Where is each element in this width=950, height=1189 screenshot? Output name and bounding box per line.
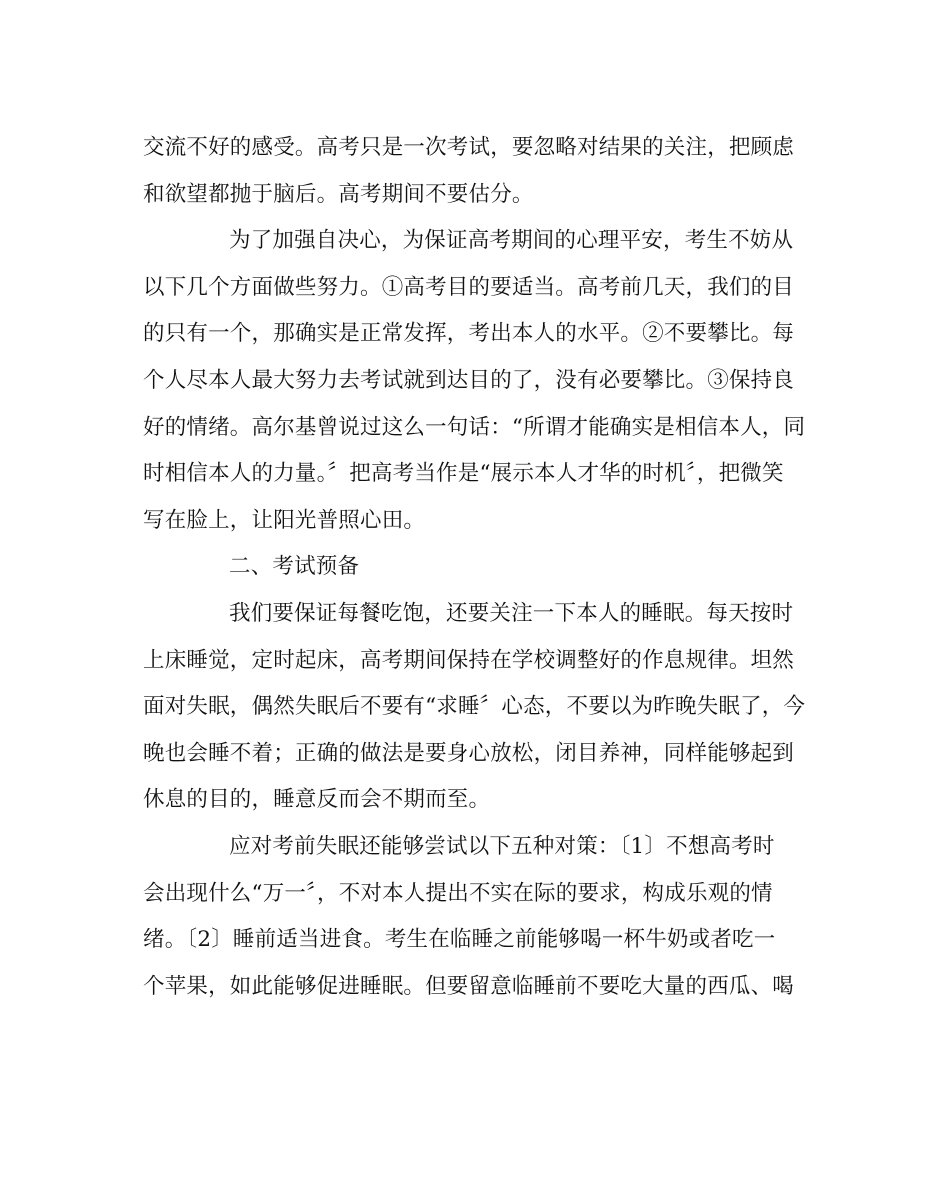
text-line: 个苹果，如此能够促进睡眠。但要留意临睡前不要吃大量的西瓜、喝 — [143, 973, 795, 999]
paragraph-insomnia-strategies — [143, 824, 813, 1010]
text-line: 时相信本人的力量。〞把高考当作是“展示本人才华的时机〞，把微笑 — [143, 461, 784, 487]
text-line: 的只有一个，那确实是正常发挥，考出本人的水平。②不要攀比。每 — [143, 321, 795, 347]
text-line: 个人尽本人最大努力去考试就到达目的了，没有必要攀比。③保持良 — [143, 367, 795, 393]
text-line: 和欲望都抛于脑后。高考期间不要估分。 — [143, 181, 534, 207]
section-heading: 二、考试预备 — [229, 554, 360, 580]
text-line: 休息的目的，睡意反而会不期而至。 — [143, 787, 491, 813]
text-line: 会出现什么“万一〞，不对本人提出不实在际的要求，构成乐观的情 — [143, 880, 773, 906]
text-line: 交流不好的感受。高考只是一次考试，要忽略对结果的关注，把顾虑 — [143, 135, 795, 160]
text-line: 我们要保证每餐吃饱，还要关注一下本人的睡眠。每天按时 — [229, 600, 794, 626]
section-heading-exam-preparation — [143, 544, 813, 591]
text-line: 写在脸上，让阳光普照心田。 — [143, 507, 426, 533]
text-line: 面对失眠，偶然失眠后不要有“求睡〞心态，不要以为昨晚失眠了，今 — [143, 694, 806, 720]
text-line: 上床睡觉，定时起床，高考期间保持在学校调整好的作息规律。坦然 — [143, 647, 795, 673]
text-line: 晚也会睡不着；正确的做法是要身心放松，闭目养神，同样能够起到 — [143, 740, 795, 766]
text-line: 以下几个方面做些努力。①高考目的要适当。高考前几天，我们的目 — [143, 274, 795, 300]
text-line: 好的情绪。高尔基曾说过这么一句话：“所谓才能确实是相信本人，同 — [143, 414, 806, 440]
paragraph-exam-mindset — [143, 125, 813, 218]
text-line: 绪。〔2〕睡前适当进食。考生在临睡之前能够喝一杯牛奶或者吃一 — [143, 927, 776, 953]
text-line: 为了加强自决心，为保证高考期间的心理平安，考生不妨从 — [229, 228, 794, 254]
text-line: 应对考前失眠还能够尝试以下五种对策：〔1〕不想高考时 — [229, 833, 775, 859]
document-body — [143, 125, 813, 1010]
paragraph-sleep — [143, 591, 813, 824]
paragraph-efforts — [143, 218, 813, 544]
